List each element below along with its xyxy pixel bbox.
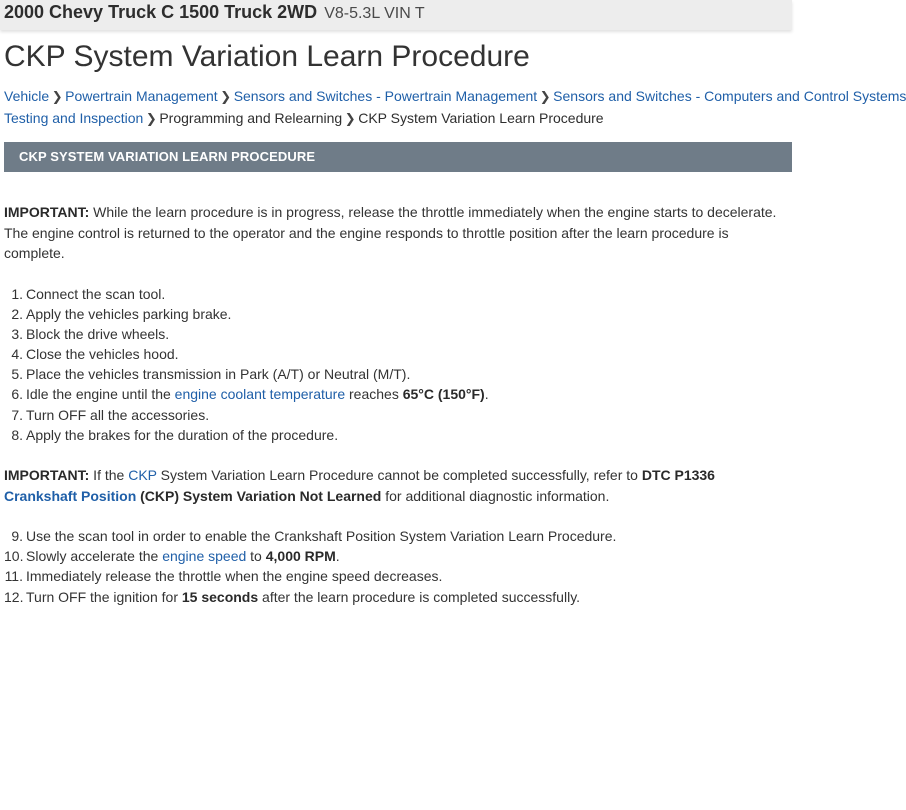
temperature-value: 65°C (150°F) [402,386,485,403]
important-label: IMPORTANT: [4,467,90,483]
step-text: Slowly accelerate the [26,548,163,565]
section-header: CKP SYSTEM VARIATION LEARN PROCEDURE [4,142,792,172]
chevron-right-icon: ❯ [145,111,157,126]
step-text: Turn OFF the ignition for [26,588,182,605]
rpm-value: 4,000 RPM [265,548,336,565]
procedure-content [4,202,788,627]
breadcrumb-powertrain-management[interactable]: Powertrain Management [65,88,218,104]
step-text: Close the vehicles hood. [26,346,179,363]
step-text: to [246,548,266,565]
vehicle-name: 2000 Chevy Truck C 1500 Truck 2WD [4,2,318,22]
chevron-right-icon: ❯ [539,89,551,104]
chevron-right-icon: ❯ [51,89,63,104]
step-number: 11. [4,568,23,585]
important-note-1 [4,202,788,264]
important-text: If the [89,467,129,483]
step-number: 6. [11,386,23,403]
page-title: CKP System Variation Learn Procedure [4,40,530,73]
crankshaft-position-link[interactable]: Crankshaft Position [4,487,137,504]
important-text: for additional diagnostic information. [381,487,610,504]
step-text: Connect the scan tool. [26,285,166,302]
list-item [4,324,788,344]
step-number: 2. [11,305,23,322]
list-item [4,344,788,364]
step-text: Place the vehicles transmission in Park (A/T) or Neutral (M/T). [26,366,411,383]
list-item [4,364,788,384]
step-text: Apply the vehicles parking brake. [26,305,232,322]
list-item [4,284,788,304]
important-text: While the learn procedure is in progress, release the throttle immediately when the engine starts to decelerate. The engine control is returned to the operator and the engine responds to throttle position after the learn procedure is complete. [4,204,777,261]
engine-spec: V8-5.3L VIN T [324,5,425,22]
breadcrumb-sensors-switches-computers[interactable]: Sensors and Switches - Computers and Control Systems [553,88,906,104]
ckp-abbrev: (CKP) [140,487,180,504]
step-text: after the learn procedure is completed successfully. [258,588,581,605]
list-item [4,526,788,546]
step-text: Immediately release the throttle when the engine speed decreases. [26,568,443,585]
step-text: Apply the brakes for the duration of the procedure. [26,426,339,443]
vehicle-header-bar [0,0,792,30]
list-item [4,566,788,586]
step-number: 5. [11,366,23,383]
step-number: 3. [11,325,23,342]
dtc-description: System Variation Not Learned [182,487,382,504]
breadcrumb-line-2 [4,107,792,129]
breadcrumb [4,85,906,129]
important-note-2 [4,465,788,506]
list-item [4,304,788,324]
breadcrumb-vehicle[interactable]: Vehicle [4,88,50,104]
step-text: Idle the engine until the [26,386,175,403]
important-text: System Variation Learn Procedure cannot be completed successfully, refer to [156,467,642,483]
engine-speed-link[interactable]: engine speed [162,548,247,565]
breadcrumb-current: CKP System Variation Learn Procedure [358,110,604,126]
step-text: Block the drive wheels. [26,325,170,342]
chevron-right-icon: ❯ [344,111,356,126]
engine-coolant-temperature-link[interactable]: engine coolant temperature [174,386,346,403]
procedure-steps-1 [4,284,788,446]
seconds-value: 15 seconds [181,588,259,605]
step-number: 10. [4,548,24,565]
important-label: IMPORTANT: [4,204,90,220]
step-number: 12. [4,588,24,605]
step-text: Turn OFF all the accessories. [26,406,210,423]
step-text: reaches [345,386,403,403]
step-number: 9. [11,528,23,544]
breadcrumb-sensors-switches-powertrain[interactable]: Sensors and Switches - Powertrain Management [233,88,538,104]
breadcrumb-programming-relearning: Programming and Relearning [159,110,343,126]
breadcrumb-testing-inspection[interactable]: Testing and Inspection [4,110,144,126]
list-item [4,587,788,607]
step-text: Use the scan tool in order to enable the Crankshaft Position System Variation Learn Procedure. [26,528,617,544]
vehicle-title [4,1,425,25]
chevron-right-icon: ❯ [220,89,232,104]
step-text: . [484,386,489,403]
step-text: . [335,548,340,565]
ckp-link[interactable]: CKP [128,467,157,483]
step-number: 1. [11,285,23,302]
breadcrumb-line-1 [4,85,906,107]
list-item [4,546,788,566]
list-item [4,425,788,445]
step-number: 8. [11,426,23,443]
step-number: 7. [11,406,23,423]
procedure-steps-2 [4,526,788,607]
list-item [4,405,788,425]
step-number: 4. [11,346,23,363]
list-item [4,384,788,404]
dtc-code: DTC P1336 [641,467,715,483]
